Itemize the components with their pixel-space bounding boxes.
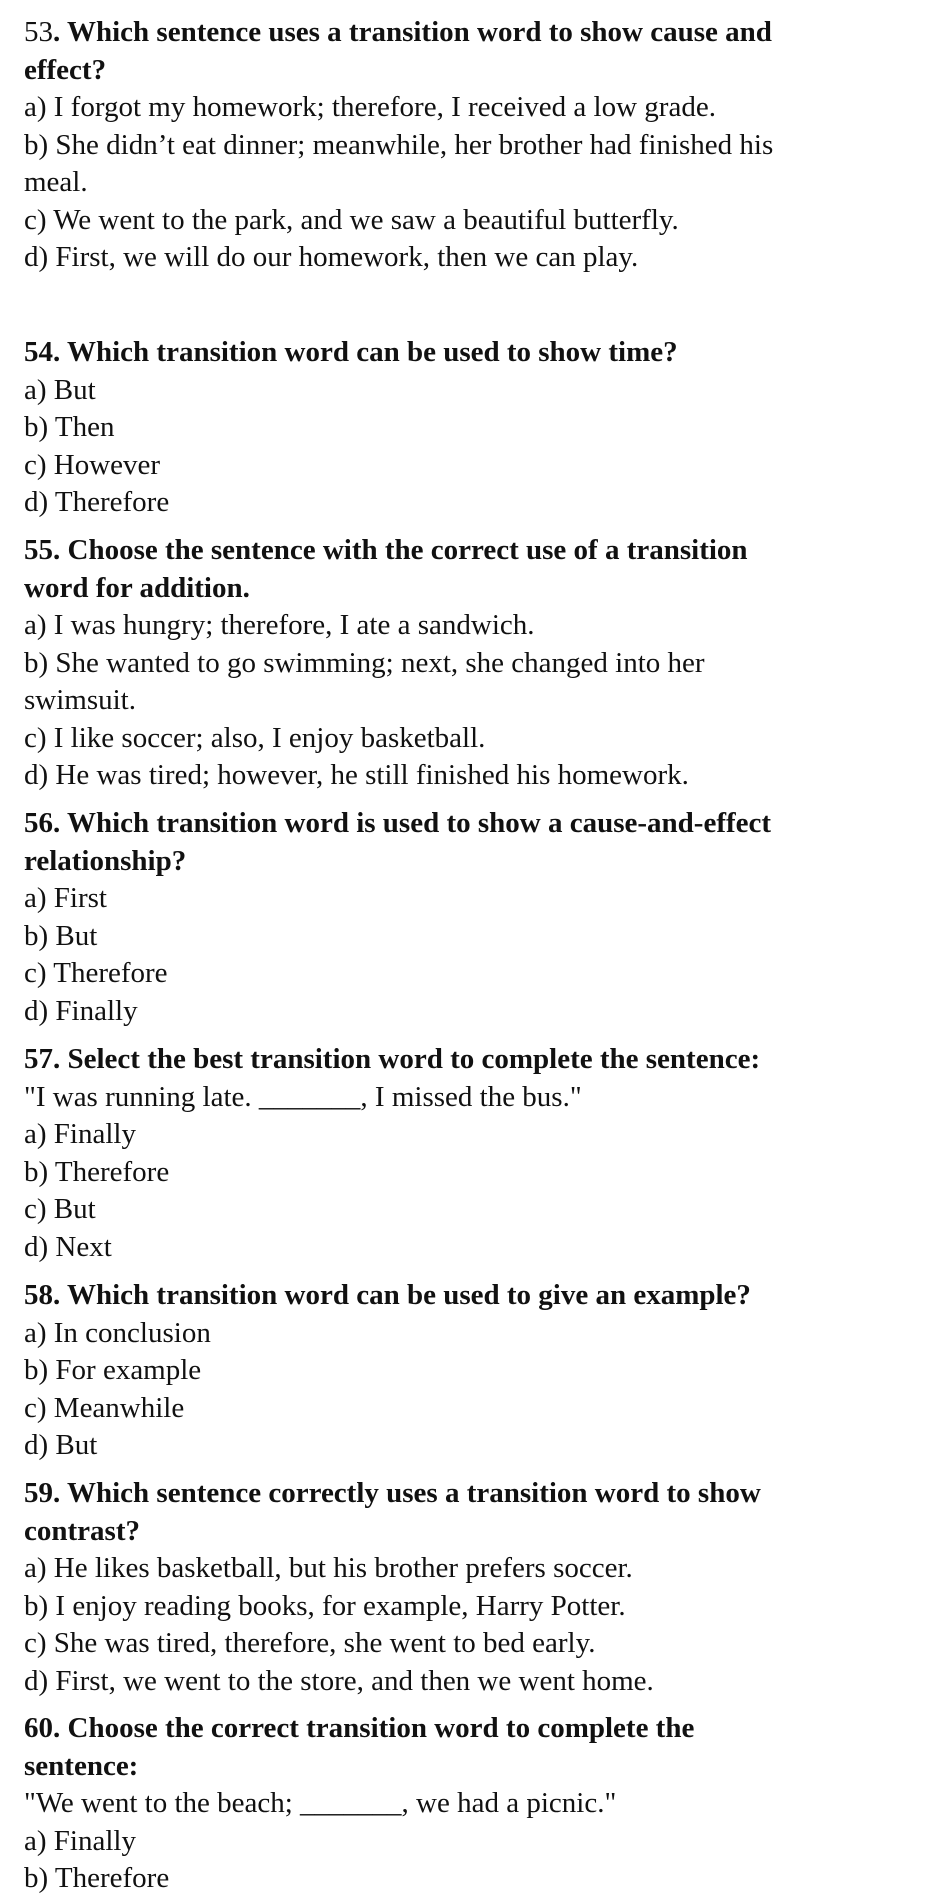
option-d: d) Therefore — [24, 486, 170, 518]
question-prompt: "I was running late. _______, I missed the bus." — [24, 1080, 582, 1113]
option-c: c) However — [24, 448, 161, 481]
question-59 — [24, 1475, 924, 1700]
option-b: b) But — [24, 919, 98, 952]
option-b: b) She didn’t eat dinner; meanwhile, her brother had finished his — [24, 128, 774, 161]
option-b-continued: meal. — [24, 166, 88, 198]
question-57 — [24, 1041, 924, 1266]
option-a: a) Finally — [24, 1118, 136, 1150]
question-title-continued: effect? — [24, 53, 107, 86]
question-60 — [24, 1710, 924, 1898]
option-a: a) First — [24, 882, 107, 914]
option-b: b) She wanted to go swimming; next, she changed into her — [24, 646, 705, 679]
question-title-continued: word for addition. — [24, 571, 250, 604]
question-title: 53. Which sentence uses a transition word to show cause and — [24, 16, 772, 48]
question-title: 59. Which sentence correctly uses a transition word to show — [24, 1477, 761, 1509]
question-title: 54. Which transition word can be used to show time? — [24, 336, 678, 368]
question-title: 58. Which transition word can be used to give an example? — [24, 1279, 751, 1311]
option-c: c) I like soccer; also, I enjoy basketball. — [24, 721, 486, 754]
option-a: a) He likes basketball, but his brother prefers soccer. — [24, 1552, 633, 1584]
question-number: 53 — [24, 16, 53, 48]
question-prompt: "We went to the beach; _______, we had a picnic." — [24, 1787, 617, 1819]
option-a: a) But — [24, 373, 96, 406]
question-53 — [24, 14, 924, 277]
option-c: c) We went to the park, and we saw a beautiful butterfly. — [24, 203, 679, 236]
option-c: c) Meanwhile — [24, 1391, 185, 1424]
option-c: c) But — [24, 1193, 96, 1225]
question-title: 57. Select the best transition word to complete the sentence: — [24, 1043, 761, 1075]
question-56 — [24, 805, 924, 1030]
option-d: d) He was tired; however, he still finished his homework. — [24, 759, 689, 791]
option-a: a) Finally — [24, 1824, 136, 1857]
question-55 — [24, 532, 924, 795]
option-b: b) For example — [24, 1354, 202, 1386]
question-title-continued: relationship? — [24, 844, 187, 877]
option-b: b) Therefore — [24, 1155, 170, 1188]
option-b: b) Therefore — [24, 1862, 170, 1894]
option-a: a) In conclusion — [24, 1316, 211, 1349]
option-d: d) Next — [24, 1230, 112, 1263]
option-a: a) I was hungry; therefore, I ate a sandwich. — [24, 609, 535, 641]
question-title-continued: contrast? — [24, 1514, 140, 1547]
option-b: b) I enjoy reading books, for example, Harry Potter. — [24, 1589, 626, 1622]
option-b-continued: swimsuit. — [24, 684, 136, 716]
question-title: 60. Choose the correct transition word to complete the — [24, 1712, 695, 1744]
option-c: c) She was tired, therefore, she went to bed early. — [24, 1627, 596, 1659]
option-d: d) First, we went to the store, and then we went home. — [24, 1664, 654, 1697]
option-d: d) First, we will do our homework, then we can play. — [24, 241, 639, 273]
option-c: c) Therefore — [24, 957, 168, 989]
question-title: 55. Choose the sentence with the correct use of a transition — [24, 534, 748, 566]
option-d: d) Finally — [24, 994, 138, 1027]
option-a: a) I forgot my homework; therefore, I received a low grade. — [24, 91, 716, 123]
option-d: d) But — [24, 1429, 98, 1461]
question-title: 56. Which transition word is used to show a cause-and-effect — [24, 807, 772, 839]
question-title-continued: sentence: — [24, 1749, 139, 1782]
question-58 — [24, 1277, 924, 1465]
option-b: b) Then — [24, 411, 115, 443]
question-54 — [24, 334, 924, 522]
